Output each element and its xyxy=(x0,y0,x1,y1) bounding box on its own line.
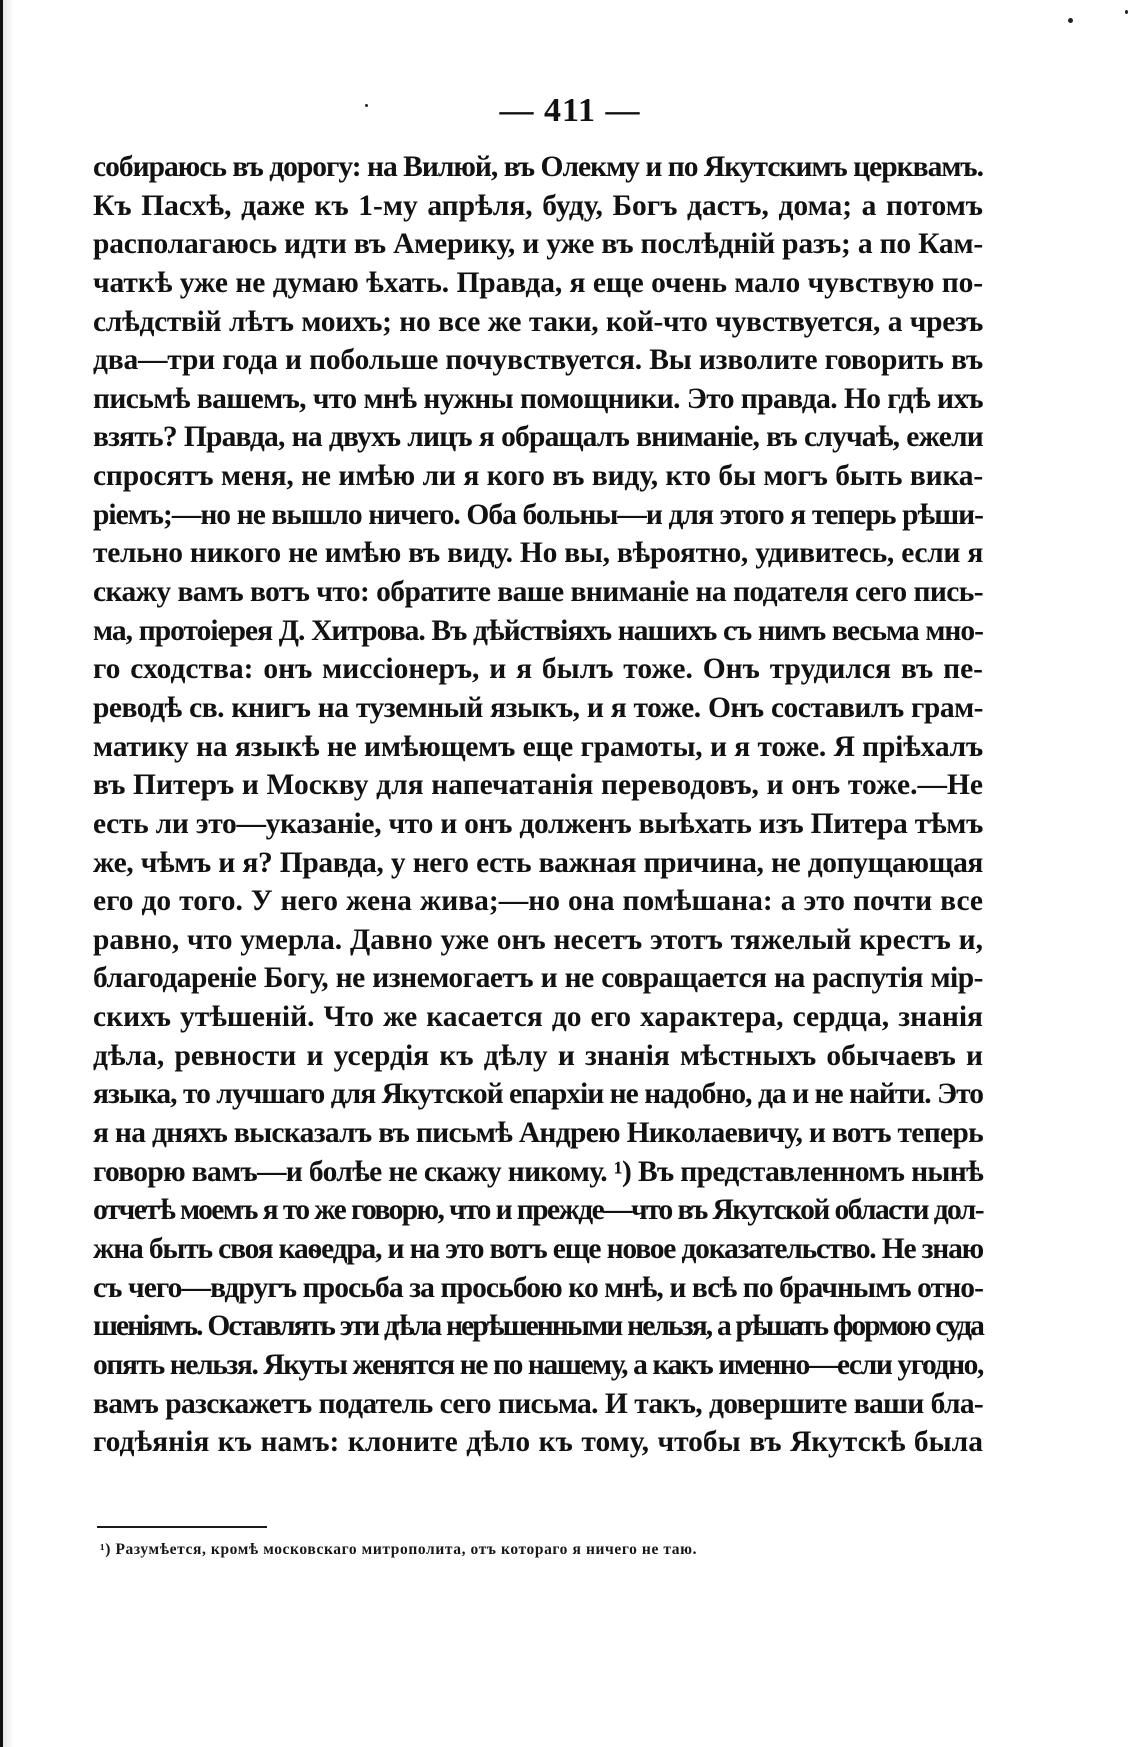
text-line: письмѣ вашемъ, что мнѣ нужны помощники. Это правда. Но гдѣ ихъ xyxy=(93,382,983,415)
text-line: я на дняхъ высказалъ въ письмѣ Андрею Николаевичу, и вотъ теперь xyxy=(93,1117,983,1150)
text-line: скихъ утѣшеній. Что же касается до его характера, сердца, знанія xyxy=(93,1001,983,1034)
text-line: взять? Правда, на двухъ лицъ я обращалъ вниманіе, въ случаѣ, ежели xyxy=(93,421,983,454)
text-line: Къ Пасхѣ, даже къ 1-му апрѣля, буду, Богъ дастъ, дома; а потомъ xyxy=(93,189,983,222)
footnote: ¹) Разумѣется, кромѣ московскаго митрополита, отъ котораго я ничего не таю. xyxy=(100,1541,698,1558)
text-line: въ Питеръ и Москву для напечатанія переводовъ, и онъ тоже.—Не xyxy=(93,769,983,802)
scan-edge xyxy=(0,0,18,1747)
text-line: благодареніе Богу, не изнемогаетъ и не совращается на распутія мір- xyxy=(93,962,983,995)
text-line: равно, что умерла. Давно уже онъ несетъ этотъ тяжелый крестъ и, xyxy=(93,923,983,956)
text-line: го сходства: онъ миссіонеръ, и я былъ тоже. Онъ трудился въ пе- xyxy=(93,653,983,686)
text-line: слѣдствій лѣтъ моихъ; но все же таки, кой-что чувствуется, а чрезъ xyxy=(93,305,983,338)
footnote-rule xyxy=(97,1526,267,1528)
text-line: ріемъ;—но не вышло ничего. Оба больны—и для этого я теперь рѣши- xyxy=(93,498,983,531)
text-line: годѣянія къ намъ: клоните дѣло къ тому, чтобы въ Якутскѣ была xyxy=(93,1426,983,1459)
text-line: собираюсь въ дорогу: на Вилюй, въ Олекму и по Якутскимъ церквамъ. xyxy=(93,151,983,183)
scan-speck xyxy=(1125,10,1128,14)
text-line: опять нельзя. Якуты женятся не по нашему, а какъ именно—если угодно, xyxy=(93,1348,983,1381)
text-line: языка, то лучшаго для Якутской епархіи не надобно, да и не найти. Это xyxy=(93,1078,983,1111)
body-text xyxy=(93,148,983,1462)
scan-speck xyxy=(1068,18,1073,23)
text-line: реводѣ св. книгъ на туземный языкъ, и я тоже. Онъ составилъ грам- xyxy=(93,691,983,724)
text-line: его до того. У него жена жива;—но она помѣшана: а это почти все xyxy=(93,885,983,918)
text-line: матику на языкѣ не имѣющемъ еще грамоты, и я тоже. Я пріѣхалъ xyxy=(93,730,983,763)
text-line: два—три года и побольше почувствуется. Вы изволите говорить въ xyxy=(93,344,983,377)
text-line: же, чѣмъ и я? Правда, у него есть важная причина, не допущающая xyxy=(93,846,983,879)
text-line: тельно никого не имѣю въ виду. Но вы, вѣроятно, удивитесь, если я xyxy=(93,537,983,570)
text-line: шеніямъ. Оставлять эти дѣла нерѣшенными нельзя, а рѣшать формою суда xyxy=(93,1310,983,1343)
text-line: чаткѣ уже не думаю ѣхать. Правда, я еще очень мало чувствую по- xyxy=(93,266,983,299)
text-line: ма, протоіерея Д. Хитрова. Въ дѣйствіяхъ нашихъ съ нимъ весьма мно- xyxy=(93,614,983,647)
text-line: жна быть своя каѳедра, и на это вотъ еще новое доказательство. Не знаю xyxy=(93,1232,983,1265)
text-line: отчетѣ моемъ я то же говорю, что и прежде—что въ Якутской области дол- xyxy=(93,1194,983,1227)
text-line: вамъ разскажетъ податель сего письма. И такъ, довершите ваши бла- xyxy=(93,1387,983,1420)
text-line: съ чего—вдругъ просьба за просьбою ко мнѣ, и всѣ по брачнымъ отно- xyxy=(93,1271,984,1304)
text-line: есть ли это—указаніе, что и онъ долженъ выѣхать изъ Питера тѣмъ xyxy=(93,807,983,840)
text-line: спросятъ меня, не имѣю ли я кого въ виду, кто бы могъ быть вика- xyxy=(93,460,983,493)
text-line: располагаюсь идти въ Америку, и уже въ послѣдній разъ; а по Кам- xyxy=(93,228,983,261)
text-line: говорю вамъ—и болѣе не скажу никому. ¹) Въ представленномъ нынѣ xyxy=(93,1155,983,1188)
text-line: скажу вамъ вотъ что: обратите ваше вниманіе на подателя сего пись- xyxy=(93,576,983,609)
text-line: дѣла, ревности и усердія къ дѣлу и знанія мѣстныхъ обычаевъ и xyxy=(93,1039,983,1072)
page-number: — 411 — xyxy=(499,92,641,129)
